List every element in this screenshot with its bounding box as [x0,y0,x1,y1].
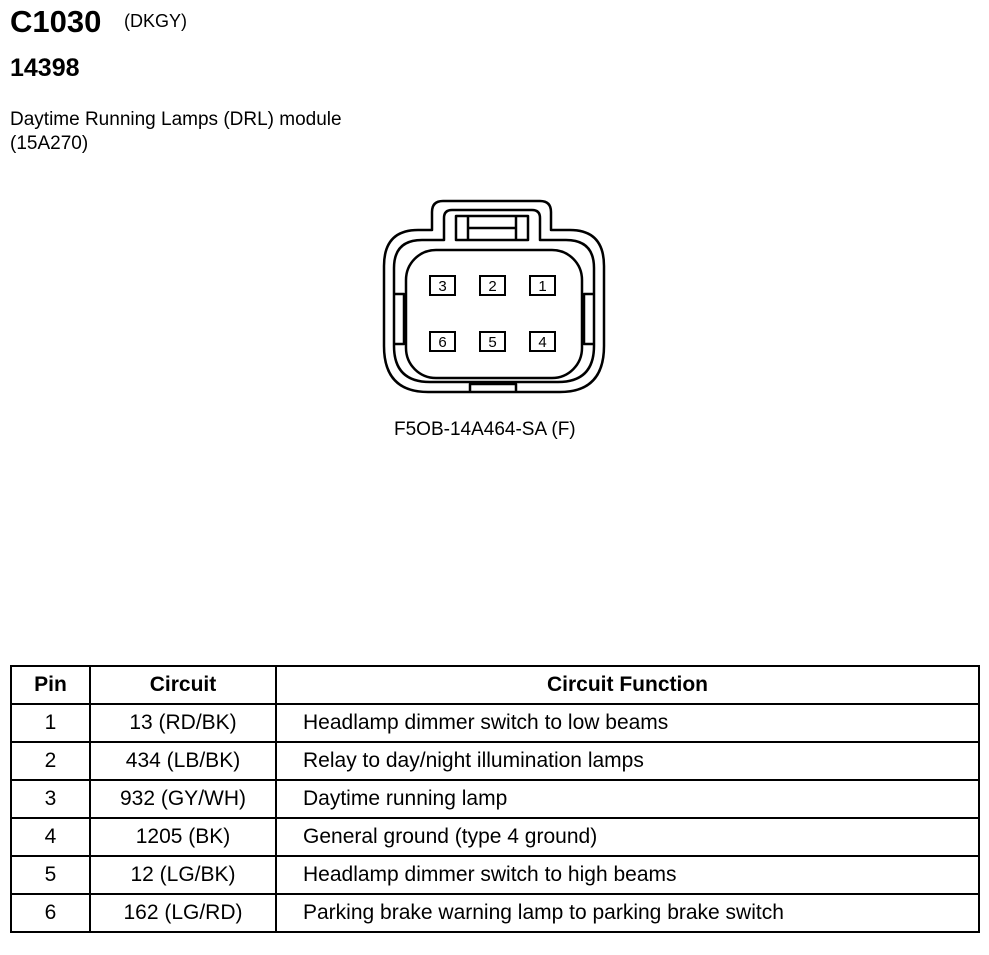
pin-cavity-housing [406,250,582,378]
cell-function: General ground (type 4 ground) [276,818,979,856]
side-key-left [394,294,404,344]
pin-label-1: 1 [538,278,547,295]
header-circuit-function: Circuit Function [276,666,979,704]
table-row [11,704,979,742]
cell-pin: 5 [11,856,90,894]
table-row [11,742,979,780]
table-row [11,894,979,932]
table-row [11,818,979,856]
module-description: Daytime Running Lamps (DRL) module [10,109,342,130]
cell-function: Daytime running lamp [276,780,979,818]
cell-pin: 2 [11,742,90,780]
connector-code: F5OB-14A464-SA (F) [394,419,576,440]
cell-function: Relay to day/night illumination lamps [276,742,979,780]
cell-pin: 6 [11,894,90,932]
cell-pin: 4 [11,818,90,856]
table-row [11,780,979,818]
cell-circuit: 932 (GY/WH) [90,780,276,818]
pin-label-3: 3 [438,278,447,295]
cell-circuit: 434 (LB/BK) [90,742,276,780]
cell-pin: 1 [11,704,90,742]
cell-pin: 3 [11,780,90,818]
side-key-right [584,294,594,344]
pin-label-2: 2 [488,278,497,295]
header-circuit: Circuit [90,666,276,704]
cell-function: Headlamp dimmer switch to low beams [276,704,979,742]
table-header-row [11,666,979,704]
connector-id: C1030 [10,4,102,39]
module-code: (15A270) [10,133,89,154]
cell-circuit: 13 (RD/BK) [90,704,276,742]
header-pin: Pin [11,666,90,704]
table-row [11,856,979,894]
pin-label-6: 6 [438,334,447,351]
cell-circuit: 12 (LG/BK) [90,856,276,894]
cell-circuit: 162 (LG/RD) [90,894,276,932]
pin-label-5: 5 [488,334,497,351]
part-number: 14398 [10,54,80,82]
cell-circuit: 1205 (BK) [90,818,276,856]
cell-function: Headlamp dimmer switch to high beams [276,856,979,894]
pin-label-4: 4 [538,334,547,351]
pinout-table [10,665,980,933]
connector-color: (DKGY) [124,11,187,31]
cell-function: Parking brake warning lamp to parking brake switch [276,894,979,932]
connector-face-diagram [380,196,610,401]
connector-outer-shell [384,201,604,392]
